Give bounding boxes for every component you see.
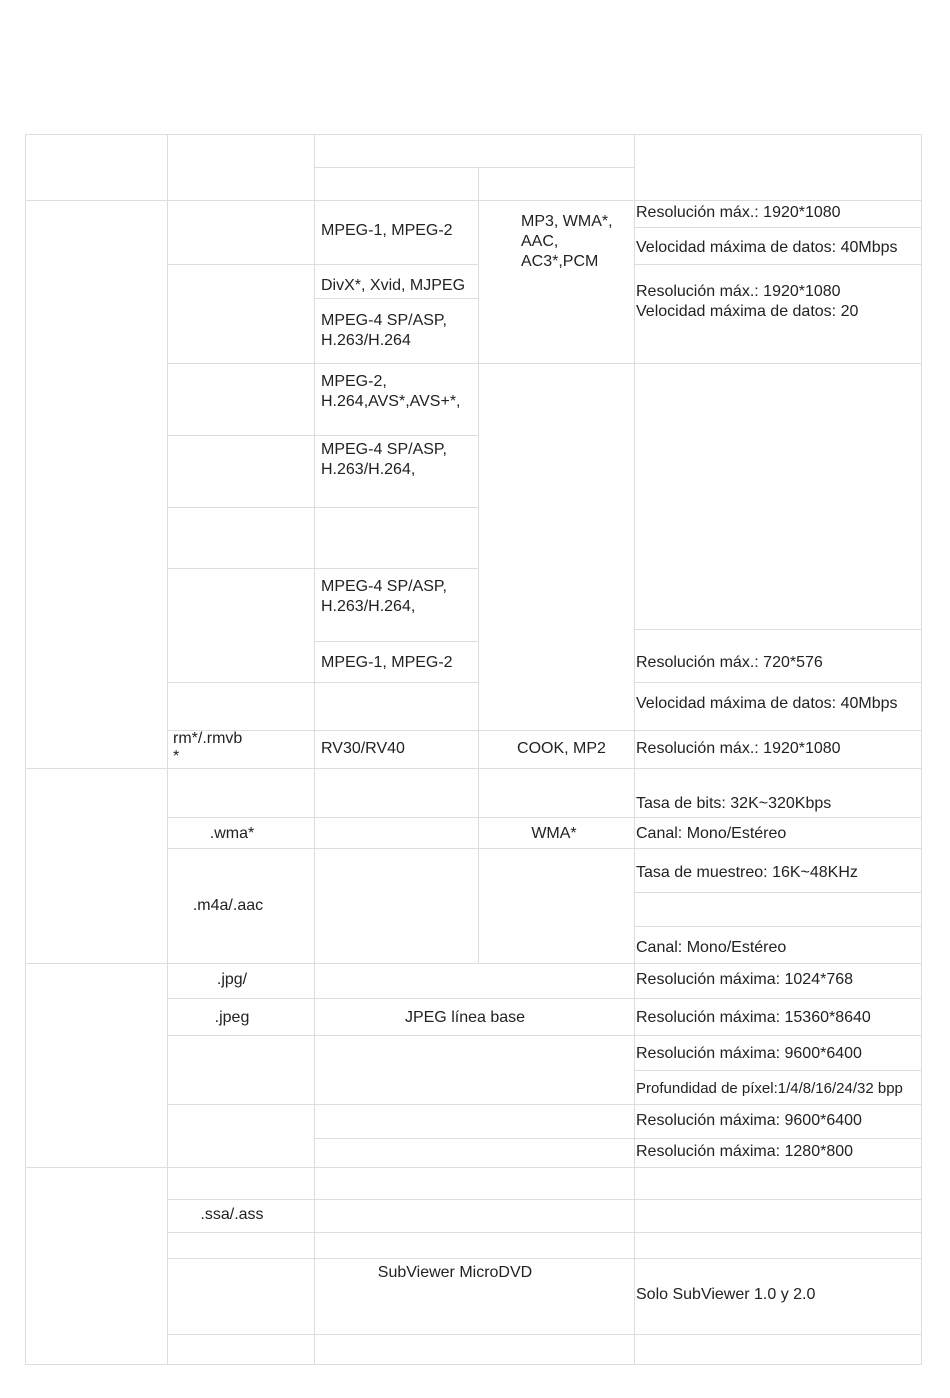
grid-line-h <box>167 1258 922 1259</box>
subviewer-format: SubViewer MicroDVD <box>377 1264 533 1281</box>
grid-line-h <box>25 134 922 135</box>
audio-channel-b: Canal: Mono/Estéreo <box>636 939 787 956</box>
grid-line-h <box>167 682 478 683</box>
jpeg-codec: JPEG línea base <box>404 1009 526 1026</box>
image-pixel-depth: Profundidad de píxel:1/4/8/16/24/32 bpp <box>636 1080 903 1097</box>
grid-line-h <box>167 730 922 731</box>
subviewer-note: Solo SubViewer 1.0 y 2.0 <box>636 1286 816 1303</box>
video-res-rate-20: Resolución máx.: 1920*1080 Velocidad máxima de datos: 20 <box>636 283 859 320</box>
audio-bitrate: Tasa de bits: 32K~320Kbps <box>636 795 832 812</box>
grid-line-h <box>634 227 922 228</box>
grid-line-h <box>634 926 922 927</box>
grid-line-h <box>167 507 478 508</box>
grid-line-h <box>634 682 922 683</box>
video-resolution-576: Resolución máx.: 720*576 <box>636 654 823 671</box>
grid-line-h <box>634 629 922 630</box>
ssa-extension: .ssa/.ass <box>200 1206 264 1223</box>
grid-line-h <box>25 768 922 769</box>
grid-line-h <box>167 435 478 436</box>
grid-line-v <box>25 134 26 1364</box>
grid-line-h <box>167 264 314 265</box>
grid-line-h <box>314 298 478 299</box>
rv-codec: RV30/RV40 <box>321 740 405 757</box>
image-resolution-9600-a: Resolución máxima: 9600*6400 <box>636 1045 862 1062</box>
video-resolution-1080: Resolución máx.: 1920*1080 <box>636 204 841 221</box>
rm-audio-codec: COOK, MP2 <box>517 740 606 757</box>
grid-line-h <box>167 817 922 818</box>
grid-line-v <box>478 167 479 364</box>
grid-line-h <box>634 892 922 893</box>
wma-extension: .wma* <box>209 825 255 842</box>
grid-line-v <box>314 134 315 1364</box>
grid-line-h <box>167 1199 922 1200</box>
grid-line-h <box>25 963 922 964</box>
audio-channel-a: Canal: Mono/Estéreo <box>636 825 787 842</box>
image-resolution-9600-b: Resolución máxima: 9600*6400 <box>636 1112 862 1129</box>
rm-extension: rm*/.rmvb * <box>173 730 243 765</box>
grid-line-h <box>314 1138 922 1139</box>
image-resolution-1280: Resolución máxima: 1280*800 <box>636 1143 854 1160</box>
mpeg4-codec-a: MPEG-4 SP/ASP, H.263/H.264 <box>321 312 447 349</box>
video-datarate-40-b: Velocidad máxima de datos: 40Mbps <box>636 695 898 712</box>
grid-line-v <box>478 364 479 730</box>
grid-line-h <box>25 1167 922 1168</box>
jpg-extension: .jpg/ <box>216 971 248 988</box>
grid-line-h <box>314 167 634 168</box>
grid-line-h <box>314 641 478 642</box>
divx-codec: DivX*, Xvid, MJPEG <box>321 277 466 294</box>
image-resolution-15360: Resolución máxima: 15360*8640 <box>636 1009 871 1026</box>
grid-line-h <box>167 1334 922 1335</box>
grid-line-v <box>478 768 479 964</box>
grid-line-h <box>167 1232 922 1233</box>
mpeg4-codec-b: MPEG-4 SP/ASP, H.263/H.264, <box>321 441 447 478</box>
audio-samplerate: Tasa de muestreo: 16K~48KHz <box>636 864 858 881</box>
grid-line-h <box>634 264 922 265</box>
mpeg4-codec-c: MPEG-4 SP/ASP, H.263/H.264, <box>321 578 447 615</box>
grid-line-h <box>25 200 922 201</box>
mpeg-codec-b: MPEG-1, MPEG-2 <box>321 654 453 671</box>
grid-line-h <box>167 848 922 849</box>
mpeg2-h264-codec: MPEG-2, H.264,AVS*,AVS+*, <box>321 373 461 410</box>
grid-line-h <box>167 1035 922 1036</box>
mpeg-codec: MPEG-1, MPEG-2 <box>321 222 453 239</box>
grid-line-h <box>167 1104 922 1105</box>
m4a-extension: .m4a/.aac <box>192 897 264 914</box>
image-resolution-1024: Resolución máxima: 1024*768 <box>636 971 854 988</box>
video-datarate-40: Velocidad máxima de datos: 40Mbps <box>636 239 898 256</box>
grid-line-h <box>167 363 922 364</box>
grid-line-v <box>167 134 168 1364</box>
jpeg-extension: .jpeg <box>214 1009 250 1026</box>
grid-line-h <box>167 998 922 999</box>
grid-line-h <box>25 1364 922 1365</box>
grid-line-h <box>634 1070 922 1071</box>
grid-line-v <box>921 134 922 1364</box>
rm-resolution: Resolución máx.: 1920*1080 <box>636 740 841 757</box>
grid-line-h <box>167 568 478 569</box>
video-audio-codecs: MP3, WMA*, AAC, AC3*,PCM <box>521 213 613 270</box>
grid-line-h <box>314 264 478 265</box>
wma-codec: WMA* <box>531 825 577 842</box>
